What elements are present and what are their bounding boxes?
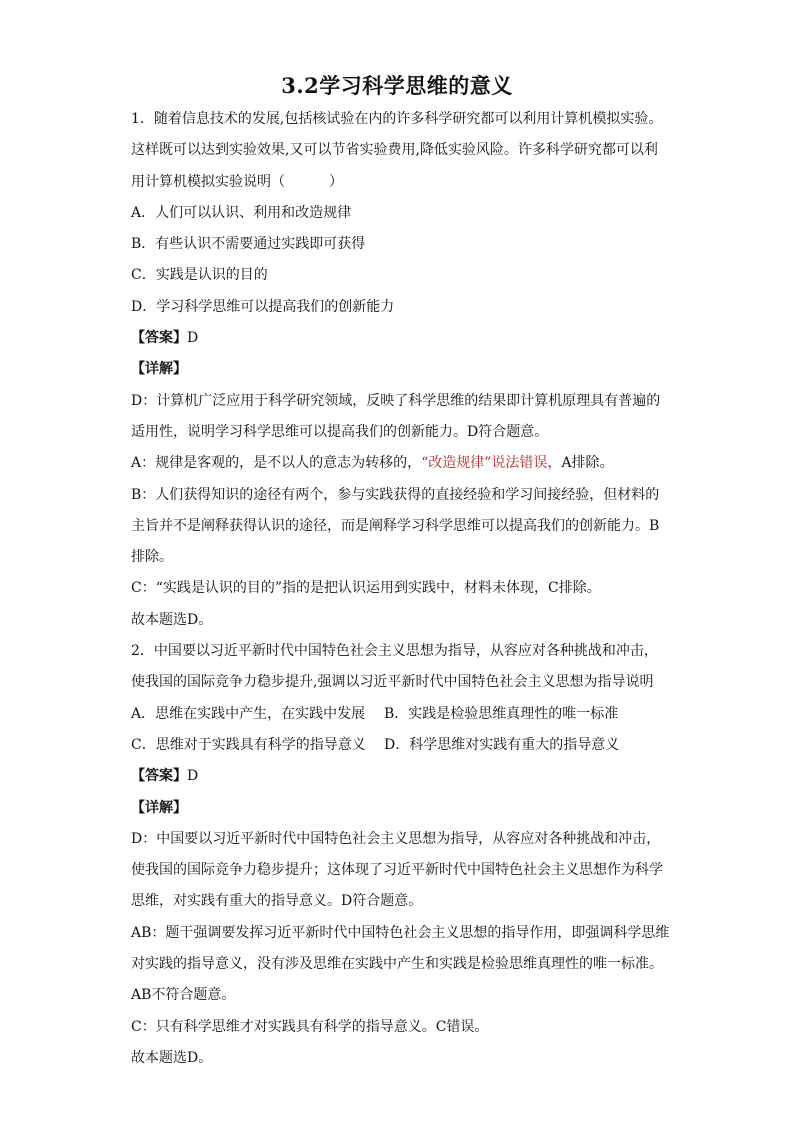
q2-option-d: D．科学思维对实践有重大的指导意义 [384, 736, 620, 753]
document-body [131, 104, 671, 1074]
q2-explain-line-4: AB：题干强调要发挥习近平新时代中国特色社会主义思想的指导作用，即强调科学思维 [131, 924, 670, 941]
q1-option-a: A．人们可以认识、利用和改造规律 [131, 204, 352, 221]
q1-option-c: C．实践是认识的目的 [131, 267, 268, 284]
q1-explain-line-1: D：计算机广泛应用于科学研究领域，反映了科学思维的结果即计算机原理具有普遍的 [131, 392, 661, 409]
q1-explain-c-line: C：“实践是认识的目的”指的是把认识运用到实践中，材料未体现，C排除。 [131, 580, 601, 597]
q2-option-a: A．思维在实践中产生，在实践中发展 [131, 705, 366, 722]
q2-stem-line-2: 使我国的国际竞争力稳步提升,强调以习近平新时代中国特色社会主义思想为指导说明 [131, 674, 654, 691]
q1-explain-a-highlight: “改造规律”说法错误， [421, 455, 562, 472]
q1-explain-tag-line [131, 354, 671, 385]
q2-stem-line-1: 2．中国要以习近平新时代中国特色社会主义思想为指导，从容应对各种挑战和冲击， [131, 643, 658, 660]
q2-explain-tag: 【详解】 [131, 799, 187, 816]
q1-stem-line-2: 这样既可以达到实验效果,又可以节省实验费用,降低实验风险。许多科学研究都可以利 [131, 142, 658, 159]
q1-explain-a-line [131, 448, 671, 479]
q2-conclusion: 故本题选D。 [131, 1049, 213, 1066]
q2-answer-tag: 【答案】 [131, 768, 187, 785]
q1-conclusion: 故本题选D。 [131, 611, 213, 628]
q2-explain-line-6: AB不符合题意。 [131, 987, 236, 1004]
q2-explain-line-2: 使我国的国际竞争力稳步提升；这体现了习近平新时代中国特色社会主义思想作为科学 [131, 862, 663, 879]
question-1 [131, 104, 671, 636]
q1-answer-tag: 【答案】 [131, 330, 187, 347]
q1-explain-b-line-1: B：人们获得知识的途径有两个，参与实践获得的直接经验和学习间接经验，但材料的 [131, 486, 660, 503]
q2-answer-value: D [187, 768, 199, 785]
q1-stem-line-3-text: 用计算机模拟实验说明（ [131, 173, 285, 190]
q1-explain-a-end: A排除。 [561, 455, 614, 472]
q1-answer [131, 323, 671, 354]
q1-stem-close-paren: ） [329, 173, 343, 190]
q2-explain-line-7: C：只有科学思维才对实践具有科学的指导意义。C错误。 [131, 1018, 489, 1035]
q1-option-b: B．有些认识不需要通过实践即可获得 [131, 236, 366, 253]
q1-explain-b-line-3: 排除。 [131, 549, 173, 566]
q1-explain-a-start: A：规律是客观的，是不以人的意志为转移的， [131, 455, 422, 472]
q1-explain-b-line-2: 主旨并不是阐释获得认识的途径，而是阐释学习科学思维可以提高我们的创新能力。B [131, 517, 660, 534]
q2-explain-line-3: 思维，对实践有重大的指导意义。D符合题意。 [131, 893, 423, 910]
q1-stem-line-1: 1．随着信息技术的发展,包括核试验在内的许多科学研究都可以利用计算机模拟实验。 [131, 111, 663, 127]
question-2 [131, 636, 671, 1074]
q2-explain-line-1: D：中国要以习近平新时代中国特色社会主义思想为指导，从容应对各种挑战和冲击， [131, 830, 661, 847]
q1-explain-line-2: 适用性，说明学习科学思维可以提高我们的创新能力。D符合题意。 [131, 423, 549, 440]
q1-option-d: D．学习科学思维可以提高我们的创新能力 [131, 298, 395, 315]
q2-explain-tag-line [131, 793, 671, 824]
q2-option-c: C．思维对于实践具有科学的指导意义 [131, 736, 366, 753]
q2-explain-line-5: 对实践的指导意义，没有涉及思维在实践中产生和实践是检验思维真理性的唯一标准。 [131, 956, 663, 973]
q1-stem-line-3 [131, 167, 671, 198]
q1-explain-tag: 【详解】 [131, 361, 187, 378]
q2-options-row-2 [131, 730, 671, 761]
q2-answer [131, 761, 671, 792]
page-title: 3.2学习科学思维的意义 [281, 73, 513, 98]
q2-option-b: B．实践是检验思维真理性的唯一标准 [384, 705, 619, 722]
q1-answer-value: D [187, 330, 199, 347]
q2-options-row-1 [131, 699, 671, 730]
